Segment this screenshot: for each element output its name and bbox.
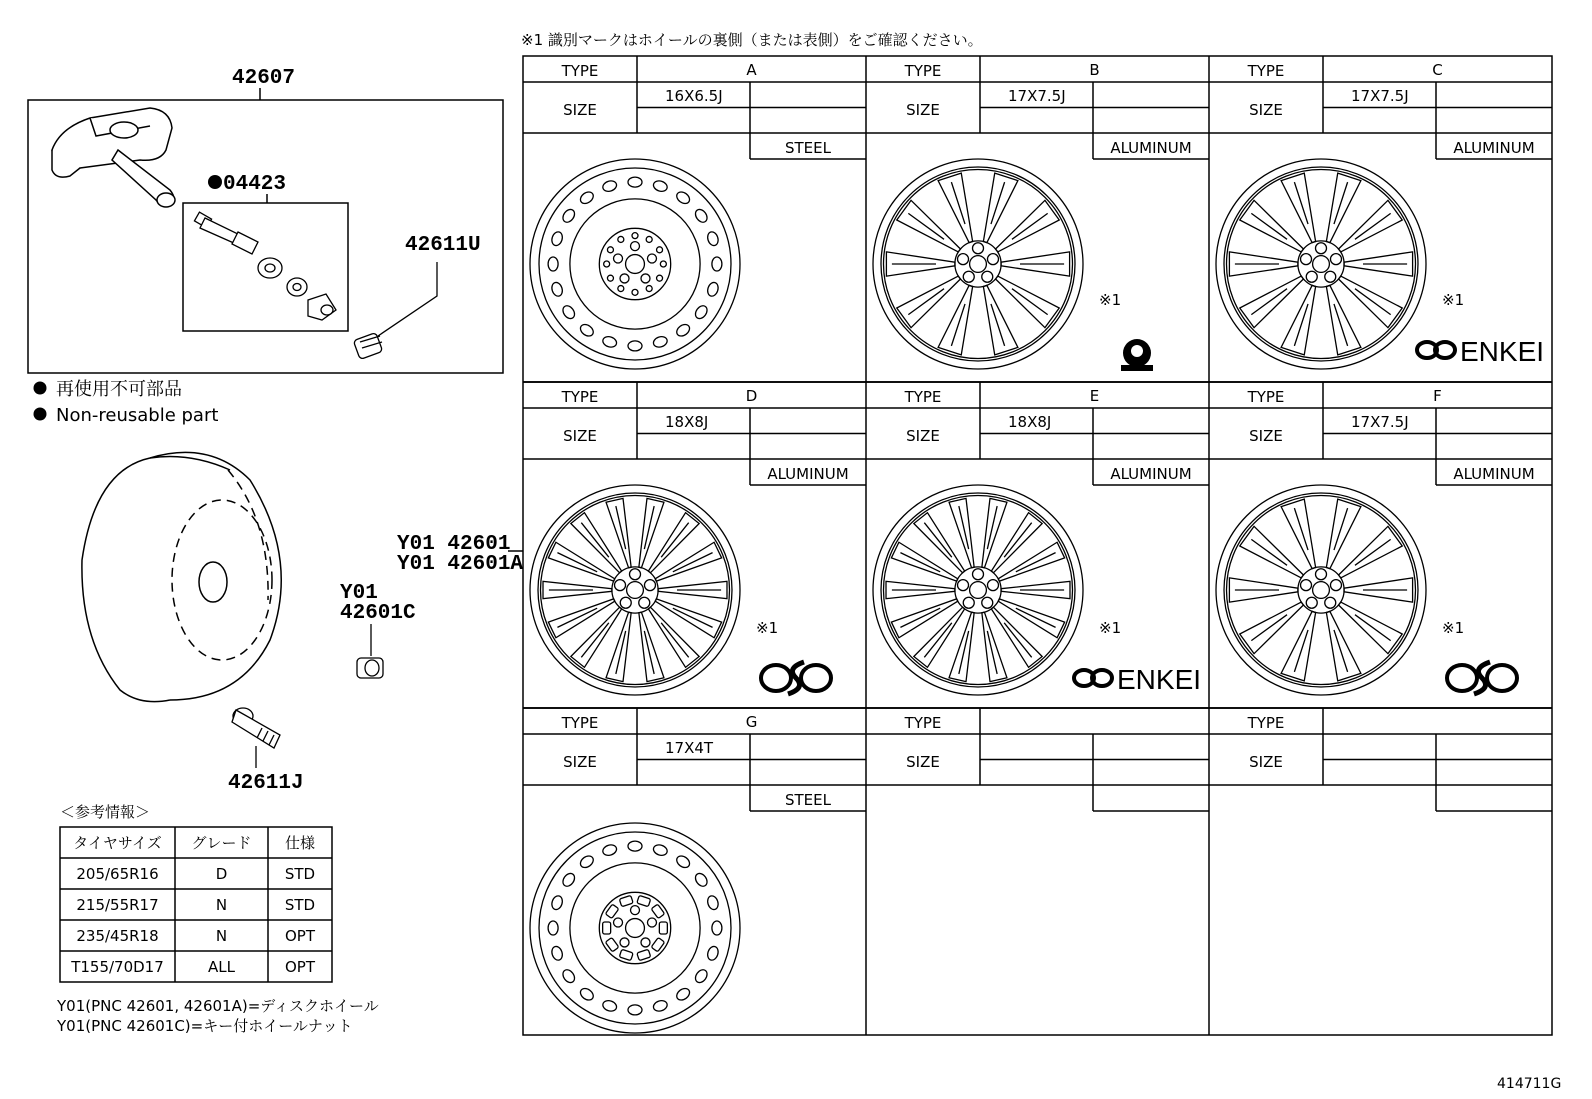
material-value: ALUMINUM	[767, 465, 849, 483]
reference-header: タイヤサイズ	[73, 834, 162, 852]
wheel-drawing-icon	[530, 823, 740, 1033]
reference-cell: STD	[284, 896, 316, 914]
valve-cap-icon[interactable]	[353, 332, 382, 359]
size-value: 17X7.5J	[1351, 413, 1409, 431]
size-label: SIZE	[1249, 427, 1283, 445]
wheel-type-table	[523, 56, 1552, 1035]
type-label: TYPE	[1247, 62, 1285, 80]
type-value: D	[745, 387, 758, 405]
mark-note: ※1	[1099, 291, 1122, 309]
reference-cell: ALL	[208, 958, 235, 976]
part-number-valve-cap[interactable]: 42611U	[405, 234, 481, 257]
type-label: TYPE	[1247, 388, 1285, 406]
mark-note: ※1	[1442, 291, 1465, 309]
size-label: SIZE	[906, 753, 940, 771]
mark-note: ※1	[756, 619, 779, 637]
identification-mark-icon	[1074, 664, 1201, 695]
type-value: C	[1432, 61, 1443, 79]
wheel-drawing-icon	[1216, 485, 1426, 695]
sensor-group	[28, 67, 503, 373]
legend	[34, 379, 219, 426]
enkei-mark-text: ENKEI	[1117, 664, 1202, 695]
valve-core-icon[interactable]	[194, 212, 258, 254]
reference-cell: D	[215, 865, 228, 883]
diagram-id: 414711G	[1497, 1076, 1562, 1092]
reference-cell: STD	[284, 865, 316, 883]
reference-header: 仕様	[284, 834, 316, 852]
identification-note: ※1 識別マークはホイールの裏側（または表側）をご確認ください。	[521, 31, 983, 49]
identification-mark-icon	[1417, 336, 1544, 367]
reference-footnote-1: Y01(PNC 42601, 42601A)=ディスクホイール	[57, 997, 379, 1015]
size-label: SIZE	[563, 427, 597, 445]
part-number-sensor[interactable]: 42607	[232, 67, 296, 90]
size-value: 17X4T	[665, 739, 714, 757]
reference-table	[60, 827, 332, 982]
part-number-disc-wheel-alt[interactable]: Y01 42601A	[397, 553, 524, 576]
part-number-tire-valve[interactable]: 42611J	[228, 772, 304, 795]
reference-title: ＜参考情報＞	[60, 803, 151, 821]
non-reusable-mark-icon	[208, 175, 222, 189]
type-label: TYPE	[904, 62, 942, 80]
type-value: A	[746, 61, 757, 79]
type-label: TYPE	[561, 388, 599, 406]
wheel-drawing-icon	[1216, 159, 1426, 369]
valve-nut-icon[interactable]	[308, 294, 336, 320]
enkei-mark-text: ENKEI	[1460, 336, 1545, 367]
legend-bullet-icon	[34, 408, 47, 421]
type-value: B	[1089, 61, 1100, 79]
reference-cell: T155/70D17	[71, 958, 164, 976]
type-value: E	[1089, 387, 1100, 405]
material-value: STEEL	[785, 139, 831, 157]
legend-jp: 再使用不可部品	[56, 379, 182, 400]
size-label: SIZE	[1249, 101, 1283, 119]
reference-footnote-2: Y01(PNC 42601C)=キー付ホイールナット	[57, 1017, 353, 1035]
reference-cell: N	[215, 927, 228, 945]
reference-cell: N	[215, 896, 228, 914]
type-label: TYPE	[1247, 714, 1285, 732]
size-value: 16X6.5J	[665, 87, 723, 105]
part-number-valve-kit[interactable]: 04423	[223, 173, 287, 196]
part-number-key-nut[interactable]: 42601C	[340, 602, 416, 625]
identification-mark-icon	[761, 662, 831, 694]
reference-header: グレード	[191, 834, 252, 852]
wheel-nut-icon[interactable]	[357, 658, 383, 678]
wheel-type-cell[interactable]	[1247, 714, 1285, 771]
size-label: SIZE	[906, 427, 940, 445]
tire-valve-icon[interactable]	[232, 708, 280, 748]
wheel-type-cell[interactable]	[530, 713, 832, 1033]
size-value: 18X8J	[1008, 413, 1052, 431]
size-label: SIZE	[1249, 753, 1283, 771]
wheel-drawing-icon	[530, 159, 740, 369]
size-value: 17X7.5J	[1008, 87, 1066, 105]
part-number-nut-y01[interactable]: Y01	[340, 582, 378, 605]
type-value: G	[745, 713, 758, 731]
mark-note: ※1	[1099, 619, 1122, 637]
type-label: TYPE	[904, 388, 942, 406]
wheel-type-cell[interactable]	[904, 714, 942, 771]
valve-grommet-icon[interactable]	[258, 258, 282, 278]
material-value: ALUMINUM	[1110, 139, 1192, 157]
size-value: 17X7.5J	[1351, 87, 1409, 105]
reference-cell: OPT	[284, 927, 316, 945]
tpms-sensor-icon[interactable]	[52, 108, 175, 207]
reference-cell: OPT	[284, 958, 316, 976]
wheel-drawing-icon	[530, 485, 740, 695]
type-label: TYPE	[561, 714, 599, 732]
type-label: TYPE	[561, 62, 599, 80]
tire-icon[interactable]	[82, 452, 281, 701]
size-label: SIZE	[563, 753, 597, 771]
wheel-drawing-icon	[873, 485, 1083, 695]
identification-mark-icon	[1121, 339, 1153, 371]
size-label: SIZE	[906, 101, 940, 119]
material-value: STEEL	[785, 791, 831, 809]
size-value: 18X8J	[665, 413, 709, 431]
valve-washer-icon[interactable]	[287, 278, 307, 296]
reference-cell: 215/55R17	[76, 896, 159, 914]
part-number-disc-wheel[interactable]: Y01 42601	[397, 533, 511, 556]
material-value: ALUMINUM	[1453, 465, 1535, 483]
legend-bullet-icon	[34, 382, 47, 395]
identification-mark-icon	[1447, 662, 1517, 694]
material-value: ALUMINUM	[1110, 465, 1192, 483]
type-label: TYPE	[904, 714, 942, 732]
material-value: ALUMINUM	[1453, 139, 1535, 157]
reference-cell: 235/45R18	[76, 927, 159, 945]
legend-en: Non-reusable part	[56, 405, 219, 426]
mark-note: ※1	[1442, 619, 1465, 637]
type-value: F	[1433, 387, 1442, 405]
reference-cell: 205/65R16	[76, 865, 159, 883]
wheel-drawing-icon	[873, 159, 1083, 369]
size-label: SIZE	[563, 101, 597, 119]
